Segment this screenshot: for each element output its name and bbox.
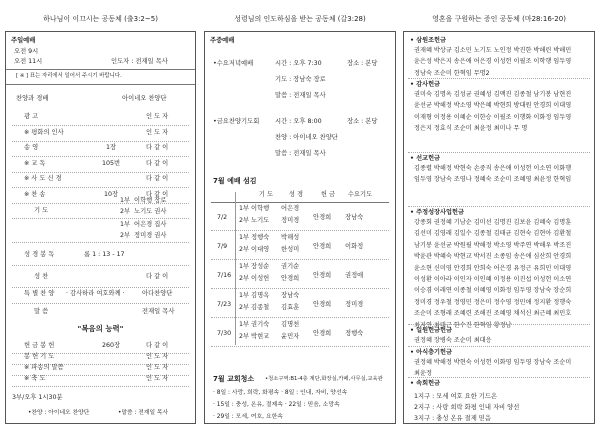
order-item-label: 광 고: [24, 113, 39, 120]
roster-header-cell: 성 경: [288, 191, 304, 198]
afternoon-sermon: •말씀 : 전재일 목사: [118, 410, 169, 416]
order-header: 찬양과 경배: [16, 95, 49, 102]
roster-header-cell: 수요기도: [347, 191, 373, 198]
order-header-lead: 아이네오 찬양단: [122, 95, 167, 102]
roster-title: 7월 예배 섬김: [213, 177, 257, 185]
wed-place: 장소 : 본당: [347, 60, 378, 67]
cleaning-note: •청소구역:B1-4층 계단,화장실,카페,사무실,교육관: [265, 376, 383, 382]
order-item-label: 송 영: [24, 144, 39, 151]
closing-item-leader: 다 같 이: [146, 342, 169, 349]
offering-names: 강종회 권정혜 기남순 김미선 김명진 김보윤 김혜숙 김명훈 김선미 김영래 김일수 김종철 김태균 김현숙 김현아 김환철 남기봉 윤선균 박원필 박해정 박소영 박주연 박해우 박조진 박윤관 박혜숙 박현교 박서진 소종임 송은애 심산희 안경희 윤소현 신미영 안경희 안희숙 어은경 유정근 유희민 이대영 이성환 이아라 이인자 이인혜 이정용 이진섭 이성헌 이소연 이승겸 이래연 이종철 이혜영 이화정 임두영 장남숙 장순희 정미경 정우철 정영민 정은미 정수영 정민애 정지환 정행숙 조순미 조형래 조혜련 조해진 조혜영 채석신 최근혜 최민호 최지연 최태근 한수진 한혁임 황정남: [414, 219, 572, 329]
special-label: 특 별 찬 양: [24, 290, 55, 297]
cleaning-title: 7월 교회청소: [213, 375, 255, 383]
roster-prayer: 김종철: [251, 304, 270, 311]
afternoon-service: 3부/오후 1시30분: [12, 394, 63, 401]
order-item-leader: 인 도 자: [146, 128, 169, 136]
roster-prayer: 이학행: [251, 205, 270, 212]
prayer-person: 어은경 집사: [134, 221, 167, 228]
closing-item-leader: 인 도 자: [146, 375, 169, 382]
offering-heading: • 아식층기헌금: [410, 349, 452, 356]
roster-date: 7/30: [217, 330, 232, 337]
column-offerings: [403, 0, 595, 424]
offering-names: 권정혜 장병숙 조순미 최대응: [414, 337, 492, 344]
closing-item-leader: 인 도 자: [146, 364, 169, 371]
order-item-leader: 인 도 자: [146, 113, 169, 120]
roster-scripture: 정미경: [281, 217, 300, 224]
offerings-box: [403, 31, 595, 424]
roster-offering: 안경희: [313, 243, 332, 250]
order-item-detail: 1장: [105, 144, 117, 151]
offering-names: 권재혜 박상규 김소민 노기도 노인정 박진한 박해린 박해민 윤은성 박은지 송은애 어은경 이성헌 이필조 이학행 임두영 정남숙 조순미 한혁임 무명2: [414, 47, 572, 77]
cleaning-item: · 29일 : 모세, 여호, 요한속: [213, 414, 283, 420]
order-item-leader: 다 같 이: [146, 144, 169, 151]
prayer-person: 이학행 장로: [134, 197, 167, 204]
roster-prayer: 박현교: [251, 333, 270, 340]
prayer-service: 2부: [120, 232, 131, 239]
hymn-leader: 다 같 이: [146, 273, 169, 280]
roster-date: 7/16: [217, 272, 232, 279]
prayer-person: 정미경 권사: [134, 232, 167, 239]
roster-offering: 안경희: [313, 301, 332, 308]
closing-item-label: 헌 금 봉 헌: [24, 342, 55, 349]
section-header: 주일예배: [11, 37, 36, 44]
roster-service: 2부: [239, 275, 250, 282]
roster-date: 7/2: [217, 214, 228, 221]
roster-scripture: 김효훈: [281, 304, 300, 311]
sermon-preacher: 전재일 목사: [142, 308, 175, 315]
cell-group: 2지구 : 사랑 희락 화평 인내 자비 양선: [414, 404, 520, 411]
roster-scripture: 장남숙: [281, 292, 300, 299]
roster-prayer: 노기도: [251, 217, 270, 224]
roster-service: 1부: [239, 321, 250, 328]
service-time-1: 오전 9시: [14, 48, 39, 55]
roster-prayer: 정행숙: [251, 234, 270, 241]
special-song: · 감사하라 여호와께 ·: [66, 290, 125, 297]
scripture-ref: 롬 1 : 13 - 17: [84, 251, 125, 258]
order-item-detail: 10장: [103, 190, 119, 198]
column-title: 성령님의 인도하심을 받는 공동체 (갈3:28): [234, 15, 366, 23]
wed-sermon: 말씀 : 전재일 목사: [275, 92, 326, 99]
roster-wed-prayer: 이화정: [345, 243, 364, 250]
offering-heading: • 일원헌금헌금: [410, 327, 452, 334]
cleaning-item: · 15일 : 충성, 온유, 절제속 · 22일 : 믿음, 소망속: [213, 402, 340, 408]
cleaning-item: · 8일 : 사랑, 희락, 화평속 · 8일 : 인내, 자비, 양선속: [213, 390, 348, 396]
sermon-title: "복음의 능력": [77, 324, 124, 333]
afternoon-praise: •찬양 : 아이네오 찬양단: [28, 410, 90, 416]
sunday-box: [5, 31, 196, 424]
service-leader: 인도자 : 전재일 목사: [111, 58, 168, 65]
order-item-label: ※ 교 독: [24, 159, 46, 167]
cell-group: 1지구 : 모세 여호 요한 기드온: [414, 393, 498, 400]
closing-item-label: ※ 축 도: [24, 375, 46, 382]
hymn-label: 성 찬: [34, 273, 49, 280]
order-item-label: ※ 찬 송: [24, 190, 46, 198]
column-title: 영혼을 구원하는 증인 공동체 (마28:16-20): [432, 15, 566, 23]
roster-scripture: 권기순: [281, 263, 300, 270]
roster-service: 1부: [239, 234, 250, 241]
prayer-service: 1부: [120, 197, 131, 204]
roster-scripture: 윤민자: [281, 333, 300, 340]
roster-scripture: 안경희: [281, 275, 300, 282]
closing-item-leader: 인 도 자: [146, 353, 169, 360]
roster-scripture: 박해성: [281, 234, 300, 241]
roster-offering: 안경희: [313, 272, 332, 279]
closing-item-detail: 260장: [101, 342, 121, 349]
cell-group: 3지구 : 충성 온유 절제 믿음: [414, 415, 491, 422]
offering-heading: • 삼원조헌금: [410, 37, 446, 44]
prayer-person: 노기도 권사: [134, 208, 167, 215]
roster-service: 1부: [239, 205, 250, 212]
roster-service: 1부: [239, 292, 250, 299]
roster-offering: 안경희: [313, 330, 332, 337]
roster-service: 1부: [239, 263, 250, 270]
service-time-2: 오전 11시: [14, 58, 43, 65]
roster-prayer: 권기숙: [251, 321, 270, 328]
roster-wed-prayer: 정미경: [345, 301, 364, 308]
roster-service: 2부: [239, 246, 250, 253]
prayer-label: 기 도: [34, 207, 49, 214]
fri-place: 장소 : 본당: [347, 118, 378, 125]
wed-prayer: 기도 : 장남숙 장로: [275, 76, 326, 83]
roster-offering: 안경희: [313, 214, 332, 221]
roster-scripture: 한성미: [281, 246, 300, 253]
roster-prayer: 장성순: [251, 263, 270, 270]
order-item-detail: 105번: [101, 159, 121, 167]
roster-prayer: 김명옥: [251, 292, 270, 299]
roster-header-cell: 헌 금: [320, 191, 336, 198]
column-title: 하나님이 이끄시는 공동체 (출3:2~5): [43, 15, 158, 23]
offering-heading: • 주정성장사업헌금: [410, 209, 464, 216]
roster-scripture: 어은경: [281, 205, 300, 212]
offering-heading: • 선교헌금: [410, 155, 441, 162]
roster-date: 7/23: [217, 301, 232, 308]
roster-prayer: 이성헌: [251, 275, 270, 282]
order-item-leader: 다 같 이: [146, 190, 169, 198]
fri-time: 시간 : 오후 8:00: [275, 118, 322, 125]
roster-scripture: 김명천: [281, 321, 300, 328]
weekday-box: [204, 31, 396, 424]
roster-wed-prayer: 정행숙: [345, 330, 364, 337]
closing-item-label: ※ 파송의 말씀: [24, 364, 64, 371]
offering-heading: • 감사헌금: [410, 81, 441, 88]
column-sunday: [5, 0, 196, 424]
prayer-service: 1부: [120, 221, 131, 228]
roster-date: 7/9: [217, 243, 228, 250]
wed-label: •수요저녁예배: [213, 60, 254, 67]
roster-service: 2부: [239, 304, 250, 311]
closing-item-label: 봉 헌 기 도: [24, 353, 55, 360]
roster-prayer: 이대영: [251, 246, 270, 253]
sermon-label: 말 씀: [34, 308, 49, 315]
scripture-label: 성 경 봉 독: [24, 251, 55, 258]
prayer-service: 2부: [120, 208, 131, 215]
special-performer: 아다찬양단: [142, 290, 173, 297]
offering-names: 권정혜 박해정 박현숙 이성헌 이화영 임두영 장남숙 조순미 최윤정: [414, 359, 572, 378]
roster-service: 2부: [239, 217, 250, 224]
order-item-leader: 다 같 이: [146, 159, 169, 167]
order-item-leader: 다 같 이: [146, 175, 169, 182]
fri-sermon: 말씀 : 전재일 목사: [275, 150, 326, 157]
offering-names: 김종렬 박해정 박현숙 손중직 송은애 이성헌 이소연 이화행 임두영 장남숙 조영나 정혜숙 조순미 조혜영 최윤정 한혁임: [414, 165, 572, 184]
fri-label: •금요찬양기도회: [213, 118, 260, 125]
roster-wed-prayer: 장남숙: [345, 214, 364, 221]
wed-time: 시간 : 오후 7:30: [275, 60, 322, 67]
section-header: 주중예배: [210, 37, 235, 44]
column-weekday: [204, 0, 396, 424]
order-item-label: ※ 평화의 인사: [24, 128, 64, 136]
offering-heading: • 속회헌금: [410, 380, 441, 387]
offering-names: 권미숙 김명옥 김성균 권혜성 김맥진 김종철 남기봉 남현진 윤선균 박해정 박소영 박은혜 박현희 방대원 안경희 이대영 이재형 이정용 이혜순 이한승 이필조 이행화 이화정 임두영 정은지 정효식 조순미 최윤정 최미나 무 명: [414, 91, 572, 133]
roster-service: 2부: [239, 333, 250, 340]
roster-wed-prayer: 권정애: [345, 272, 364, 279]
standing-note: [ ※ ] 표는 자리에서 일어서 주시기 바랍니다.: [16, 73, 122, 79]
order-item-label: ※ 사 도 신 경: [24, 175, 62, 182]
fri-praise: 찬양 : 아이네오 찬양단: [275, 134, 338, 141]
roster-header-cell: 기 도: [258, 191, 274, 198]
